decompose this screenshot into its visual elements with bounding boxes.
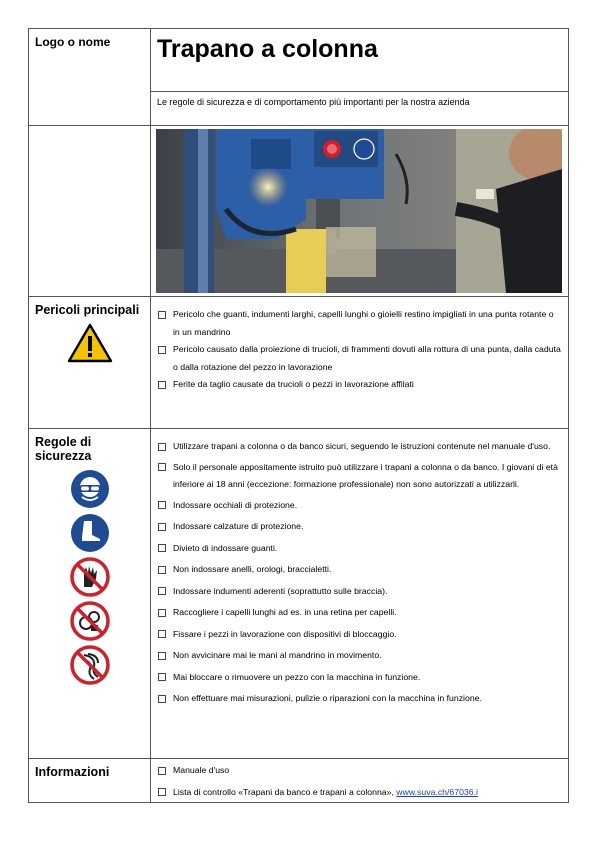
rules-label: Regole di sicurezza [35, 435, 92, 463]
info-list [151, 759, 568, 801]
hazards-list [151, 297, 568, 394]
info-item [157, 784, 562, 802]
safety-table [28, 28, 569, 803]
page-title: Trapano a colonna [157, 35, 378, 63]
checkbox-icon[interactable] [158, 767, 166, 775]
hazard-text: Pericolo causato dalla proiezione di trucioli, di frammenti dovuti alla rottura di una punta, dalla caduta o dalla rotazione del pezzo in lavorazione [173, 344, 561, 372]
title-cell [151, 29, 569, 126]
goggles-mandatory-icon [70, 469, 110, 509]
safety-boots-mandatory-icon [70, 513, 110, 553]
checkbox-icon[interactable] [158, 463, 166, 471]
rule-item [157, 669, 562, 687]
hazard-item [157, 306, 562, 341]
rule-item [157, 626, 562, 644]
rule-text: Solo il personale appositamente istruito può utilizzare i trapani a colonna o da banco. I giovani di età inferiore ai 18 anni (eccezione: formazione professionale) non sono autorizzati a utilizzarli. [173, 461, 558, 489]
rule-item [157, 583, 562, 601]
hazard-item [157, 376, 562, 394]
checkbox-icon[interactable] [158, 443, 166, 451]
checkbox-icon[interactable] [158, 566, 166, 574]
info-cell [151, 759, 569, 803]
hazards-label-cell [29, 297, 151, 429]
info-text: Manuale d'uso [173, 765, 230, 775]
rule-text: Divieto di indossare guanti. [173, 542, 278, 553]
checkbox-icon[interactable] [158, 381, 166, 389]
suva-link[interactable]: www.suva.ch/67036.i [396, 786, 478, 797]
safety-sheet [28, 28, 568, 803]
photo-label-cell [29, 126, 151, 297]
rule-text: Utilizzare trapani a colonna o da banco sicuri, seguendo le istruzioni contenute nel manuale d'uso. [173, 441, 551, 451]
drill-press-photo [156, 129, 562, 293]
checkbox-icon[interactable] [158, 311, 166, 319]
rule-text: Raccogliere i capelli lunghi ad es. in una retina per capelli. [173, 607, 397, 617]
rule-text: Fissare i pezzi in lavorazione con dispositivi di bloccaggio. [173, 628, 397, 639]
warning-triangle-icon [67, 323, 113, 363]
checkbox-icon[interactable] [158, 523, 166, 531]
hazards-cell [151, 297, 569, 429]
hazard-text: Ferite da taglio causate da trucioli o pezzi in lavorazione affilati [173, 379, 414, 389]
logo-cell [29, 29, 151, 126]
checkbox-icon[interactable] [158, 788, 166, 796]
rule-item [157, 604, 562, 622]
hazards-label: Pericoli principali [35, 303, 140, 317]
rule-item [157, 438, 562, 456]
rule-item [157, 690, 562, 708]
hazard-text: Pericolo che guanti, indumenti larghi, capelli lunghi o gioielli restino impigliati in una punta rotante o in un mandrino [173, 309, 554, 337]
no-gloves-icon [70, 557, 110, 597]
rule-item [157, 647, 562, 665]
rule-item [157, 497, 562, 515]
checkbox-icon[interactable] [158, 501, 166, 509]
rule-text: Mai bloccare o rimuovere un pezzo con la macchina in funzione. [173, 671, 421, 682]
checkbox-icon[interactable] [158, 346, 166, 354]
rule-text: Indossare occhiali di protezione. [173, 499, 298, 510]
logo-label: Logo o nome [35, 35, 111, 49]
info-label: Informazioni [35, 765, 110, 779]
photo-cell [151, 126, 569, 297]
checkbox-icon[interactable] [158, 587, 166, 595]
rule-item [157, 459, 562, 494]
info-text: Lista di controllo «Trapani da banco e trapani a colonna», [173, 786, 397, 797]
checkbox-icon[interactable] [158, 609, 166, 617]
rule-text: Indossare indumenti aderenti (soprattutto sulle braccia). [173, 585, 388, 596]
rules-cell [151, 429, 569, 759]
rule-text: Non effettuare mai misurazioni, pulizie o riparazioni con la macchina in funzione. [173, 693, 482, 703]
rule-item [157, 561, 562, 579]
rules-label-cell [29, 429, 151, 759]
page-subtitle: Le regole di sicurezza e di comportamento più importanti per la nostra azienda [151, 91, 568, 118]
no-jewelry-icon [70, 601, 110, 641]
checkbox-icon[interactable] [158, 652, 166, 660]
checkbox-icon[interactable] [158, 673, 166, 681]
info-item [157, 762, 562, 780]
rules-list [151, 429, 568, 708]
checkbox-icon[interactable] [158, 630, 166, 638]
info-label-cell [29, 759, 151, 803]
checkbox-icon[interactable] [158, 544, 166, 552]
rule-text: Indossare calzature di protezione. [173, 521, 304, 531]
checkbox-icon[interactable] [158, 695, 166, 703]
hazard-item [157, 341, 562, 376]
rule-item [157, 518, 562, 536]
rule-text: Non indossare anelli, orologi, braccialetti. [173, 564, 332, 574]
rule-item [157, 540, 562, 558]
no-loose-hair-icon [70, 645, 110, 685]
rule-text: Non avvicinare mai le mani al mandrino in movimento. [173, 650, 382, 660]
